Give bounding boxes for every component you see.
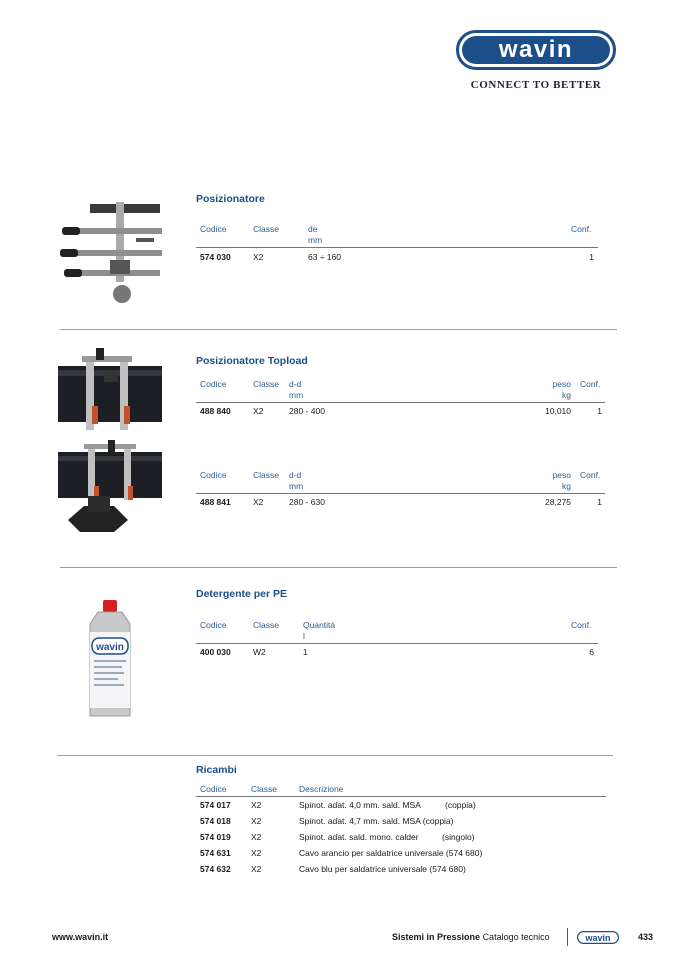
col-dd: d-d	[289, 470, 302, 480]
col-peso-unit: kg	[562, 481, 571, 491]
col-peso: peso	[552, 379, 571, 389]
col-conf: Conf.	[571, 224, 592, 234]
wavin-logo	[456, 30, 616, 70]
footer-catalog-rest: Catalogo tecnico	[482, 932, 550, 942]
page-number: 433	[638, 932, 654, 942]
footer-wavin-logo	[577, 931, 619, 944]
table-rule	[196, 493, 605, 494]
footer-website[interactable]: www.wavin.it	[52, 932, 109, 942]
section-title-ricambi: Ricambi	[196, 764, 237, 776]
ricambi-row-codice: 574 017	[200, 800, 231, 810]
topload-image-2	[58, 440, 162, 536]
cell-classe: X2	[253, 497, 264, 507]
col-conf: Conf.	[571, 620, 592, 630]
cell-codice: 488 840	[200, 406, 231, 416]
col-classe: Classe	[251, 784, 277, 794]
logo-text: wavin	[498, 36, 574, 63]
section-title-detergente: Detergente per PE	[196, 588, 288, 600]
detergente-bottle-image	[84, 598, 136, 722]
section-divider	[60, 329, 617, 330]
ricambi-row-codice: 574 018	[200, 816, 231, 826]
cell-conf: 6	[589, 647, 594, 657]
ricambi-row-descrizione: Spinot. adat. sald. mono. calder	[299, 832, 419, 842]
ricambi-row-descrizione: Cavo blu per saldatrice universale (574 680)	[299, 864, 466, 874]
col-classe: Classe	[253, 470, 279, 480]
topload-image-1	[58, 346, 162, 438]
col-codice: Codice	[200, 784, 227, 794]
ricambi-row-classe: X2	[251, 864, 262, 874]
table-rule	[196, 402, 605, 403]
col-codice: Codice	[200, 470, 227, 480]
cell-peso: 10,010	[545, 406, 571, 416]
cell-classe: W2	[253, 647, 266, 657]
cell-peso: 28,275	[545, 497, 571, 507]
cell-codice: 400 030	[200, 647, 231, 657]
ricambi-row-descrizione: Spinot. adat. 4,0 mm. sald. MSA	[299, 800, 421, 810]
tagline: CONNECT TO BETTER	[470, 79, 602, 91]
table-rule	[196, 796, 606, 797]
cell-codice: 574 030	[200, 252, 231, 262]
cell-de: 63 ÷ 160	[308, 252, 342, 262]
ricambi-row-codice: 574 631	[200, 848, 231, 858]
ricambi-row-codice: 574 019	[200, 832, 231, 842]
bottle-label: wavin	[96, 642, 124, 653]
section-title-topload: Posizionatore Topload	[196, 355, 308, 367]
section-divider	[57, 755, 613, 756]
col-classe: Classe	[253, 224, 279, 234]
ricambi-row-classe: X2	[251, 816, 262, 826]
col-de: de	[308, 224, 318, 234]
ricambi-row-extra: (coppia)	[445, 800, 476, 810]
footer-catalog	[392, 932, 550, 942]
ricambi-row-descrizione: Cavo arancio per saldatrice universale (574 680)	[299, 848, 483, 858]
table-rule	[196, 643, 598, 644]
section-divider	[60, 567, 617, 568]
col-codice: Codice	[200, 620, 227, 630]
cell-quantita: 1	[303, 647, 308, 657]
cell-dd: 280 - 400	[289, 406, 325, 416]
col-conf: Conf.	[580, 379, 601, 389]
cell-conf: 1	[597, 406, 602, 416]
cell-conf: 1	[589, 252, 594, 262]
col-classe: Classe	[253, 620, 279, 630]
col-peso-unit: kg	[562, 390, 571, 400]
col-quantita-unit: l	[303, 631, 305, 641]
col-classe: Classe	[253, 379, 279, 389]
col-de-unit: mm	[308, 235, 323, 245]
posizionatore-image	[58, 198, 170, 306]
col-codice: Codice	[200, 379, 227, 389]
footer-logo-text: wavin	[585, 933, 611, 943]
cell-codice: 488 841	[200, 497, 231, 507]
ricambi-row-codice: 574 632	[200, 864, 231, 874]
section-title-posizionatore: Posizionatore	[196, 193, 265, 205]
col-dd-unit: mm	[289, 481, 304, 491]
ricambi-row-classe: X2	[251, 832, 262, 842]
col-conf: Conf.	[580, 470, 601, 480]
col-descrizione: Descrizione	[299, 784, 344, 794]
col-dd: d-d	[289, 379, 302, 389]
footer-catalog-bold: Sistemi in Pressione	[392, 932, 481, 942]
col-peso: peso	[552, 470, 571, 480]
cell-conf: 1	[597, 497, 602, 507]
table-rule	[196, 247, 598, 248]
ricambi-row-extra: (singolo)	[442, 832, 475, 842]
cell-classe: X2	[253, 252, 264, 262]
cell-classe: X2	[253, 406, 264, 416]
ricambi-row-descrizione: Spinot. adat. 4,7 mm. sald. MSA (coppia)	[299, 816, 454, 826]
ricambi-row-classe: X2	[251, 848, 262, 858]
cell-dd: 280 - 630	[289, 497, 325, 507]
col-codice: Codice	[200, 224, 227, 234]
col-dd-unit: mm	[289, 390, 304, 400]
footer-divider	[567, 928, 568, 946]
ricambi-row-classe: X2	[251, 800, 262, 810]
col-quantita: Quantità	[303, 620, 336, 630]
